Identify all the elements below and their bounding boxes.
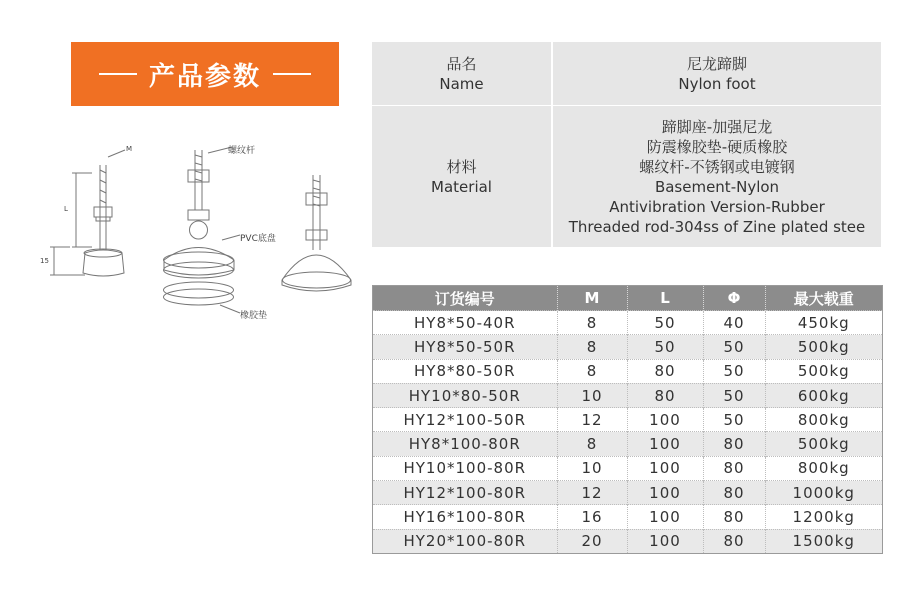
table-body (373, 311, 882, 553)
cell-order-no: HY8*80-50R (373, 359, 557, 383)
header-m: M (557, 286, 627, 311)
cell-phi: 80 (703, 529, 765, 553)
cell-l: 100 (627, 432, 703, 456)
cell-order-no: HY12*100-80R (373, 481, 557, 505)
cell-order-no: HY12*100-50R (373, 408, 557, 432)
cell-m: 16 (557, 505, 627, 529)
header-max-load: 最大载重 (765, 286, 882, 311)
table-row (373, 311, 882, 335)
header-order-no: 订货编号 (373, 286, 557, 311)
cell-l: 50 (627, 311, 703, 335)
cell-phi: 40 (703, 311, 765, 335)
label-dim-l: L (64, 205, 68, 213)
material-line: Antivibration Version-Rubber (609, 197, 825, 216)
cell-m: 8 (557, 335, 627, 359)
banner-right-dash (273, 73, 311, 75)
cell-phi: 50 (703, 359, 765, 383)
banner-title: 产品参数 (148, 61, 261, 92)
cell-phi: 50 (703, 408, 765, 432)
spec-name-value (553, 42, 881, 105)
cell-order-no: HY8*50-40R (373, 311, 557, 335)
spec-row-material (372, 106, 881, 248)
table-row (373, 505, 882, 529)
cell-l: 100 (627, 505, 703, 529)
label-dim-m: M (126, 145, 133, 153)
cell-max-load: 500kg (765, 432, 882, 456)
cell-max-load: 600kg (765, 383, 882, 407)
label-dim-h: 15 (40, 257, 49, 265)
cell-max-load: 500kg (765, 335, 882, 359)
spec-row-name (372, 42, 881, 106)
material-line: 蹄脚座-加强尼龙 (661, 117, 773, 136)
cell-phi: 80 (703, 432, 765, 456)
spec-material-label-en: Material (431, 177, 492, 196)
cell-l: 80 (627, 359, 703, 383)
cell-m: 12 (557, 481, 627, 505)
cell-phi: 50 (703, 383, 765, 407)
material-line: Basement-Nylon (654, 177, 780, 196)
spec-name-label (372, 42, 553, 105)
product-drawing (40, 135, 370, 339)
table-row (373, 481, 882, 505)
cell-l: 100 (627, 456, 703, 480)
table-header-row (373, 286, 882, 311)
material-line: Threaded rod-304ss of Zine plated stee (568, 217, 866, 236)
cell-m: 8 (557, 311, 627, 335)
cell-max-load: 1200kg (765, 505, 882, 529)
table-row (373, 383, 882, 407)
label-pad: 橡胶垫 (240, 311, 268, 321)
cell-max-load: 1500kg (765, 529, 882, 553)
cell-m: 20 (557, 529, 627, 553)
cell-phi: 80 (703, 456, 765, 480)
cell-order-no: HY8*50-50R (373, 335, 557, 359)
cell-max-load: 1000kg (765, 481, 882, 505)
header-l: L (627, 286, 703, 311)
material-line: 螺纹杆-不锈钢或电镀钢 (639, 157, 795, 176)
cell-order-no: HY10*80-50R (373, 383, 557, 407)
cell-m: 8 (557, 359, 627, 383)
cell-l: 80 (627, 383, 703, 407)
cell-m: 12 (557, 408, 627, 432)
spec-material-label-cn: 材料 (446, 157, 477, 176)
spec-name-value-cn: 尼龙蹄脚 (686, 54, 747, 73)
cell-m: 10 (557, 456, 627, 480)
spec-name-label-en: Name (439, 74, 484, 93)
cell-phi: 50 (703, 335, 765, 359)
spec-name-value-en: Nylon foot (678, 74, 756, 93)
cell-l: 50 (627, 335, 703, 359)
table-row (373, 359, 882, 383)
cell-l: 100 (627, 481, 703, 505)
spec-panel (372, 42, 881, 248)
section-banner (71, 42, 339, 106)
cell-max-load: 800kg (765, 408, 882, 432)
cell-order-no: HY10*100-80R (373, 456, 557, 480)
cell-max-load: 500kg (765, 359, 882, 383)
cell-phi: 80 (703, 481, 765, 505)
table-row (373, 456, 882, 480)
table-row (373, 432, 882, 456)
cell-order-no: HY8*100-80R (373, 432, 557, 456)
label-base: PVC底盘 (240, 234, 276, 244)
table-row (373, 408, 882, 432)
cell-max-load: 800kg (765, 456, 882, 480)
header-phi: Φ (703, 286, 765, 311)
cell-m: 8 (557, 432, 627, 456)
cell-m: 10 (557, 383, 627, 407)
cell-phi: 80 (703, 505, 765, 529)
spec-material-label (372, 106, 553, 247)
table-row (373, 529, 882, 553)
cell-l: 100 (627, 408, 703, 432)
leveling-foot-illustration (40, 135, 370, 335)
cell-order-no: HY20*100-80R (373, 529, 557, 553)
model-table (372, 285, 883, 554)
spec-material-value (553, 106, 881, 247)
banner-left-dash (99, 73, 137, 75)
spec-name-label-cn: 品名 (446, 54, 477, 73)
material-line: 防震橡胶垫-硬质橡胶 (646, 137, 788, 156)
cell-max-load: 450kg (765, 311, 882, 335)
table-row (373, 335, 882, 359)
cell-order-no: HY16*100-80R (373, 505, 557, 529)
label-rod: 螺纹杆 (228, 146, 256, 156)
cell-l: 100 (627, 529, 703, 553)
